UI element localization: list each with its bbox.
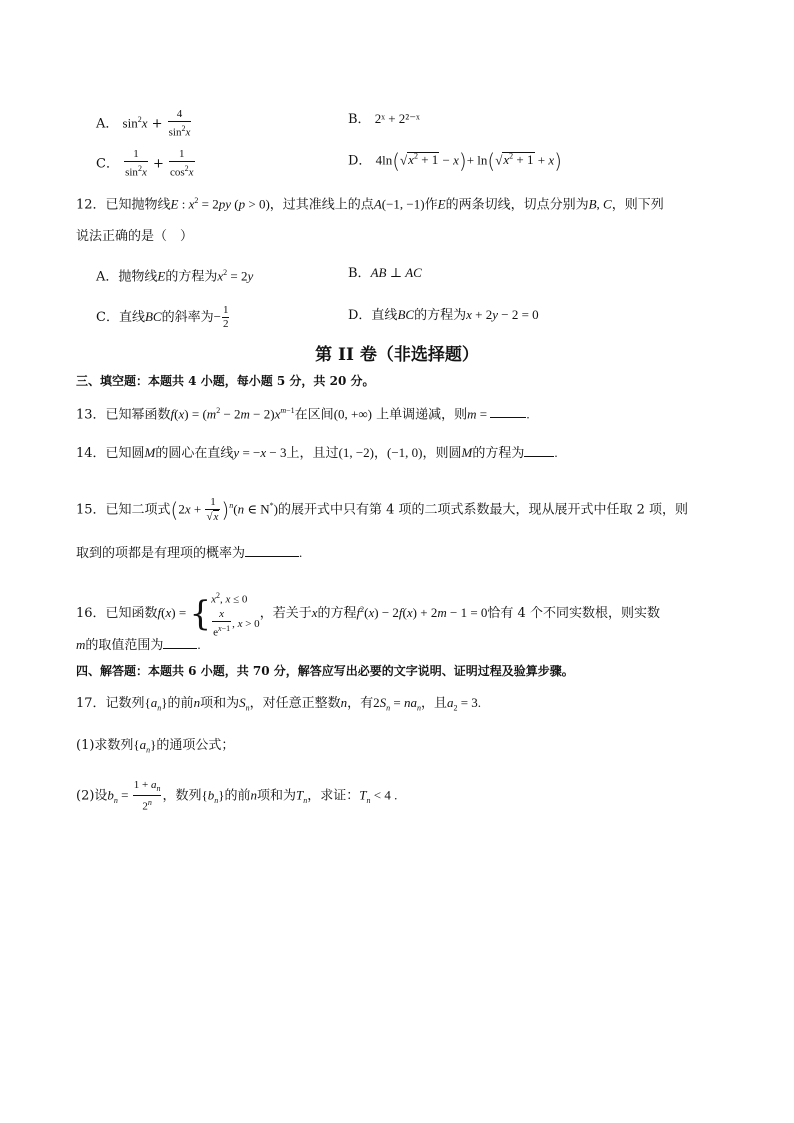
stem-text: 取到的项都是有理项的概率为 (76, 546, 246, 561)
stem-text: 13．已知幂函数 (76, 407, 171, 423)
answer-blank[interactable] (524, 444, 554, 457)
part-heading: 四、解答题：本题共 6 小题，共 70 分，解答应写出必要的文字说明、证明过程及验算步骤。 (76, 664, 574, 678)
q13: 13．已知幂函数$f(x) = (m^2 - 2m - 2)x^{m-1}$在区间(0, +∞) 上单调递减，则m = . (76, 406, 530, 423)
section-title: 第 II 卷（非选择题） (315, 345, 479, 365)
q17-part2: (2)设$b_n$ = $\frac{1 + a_n}{2^n}$ ，数列$\{b_n\}$的前n项和为$T_n$，求证：$T_n < 4$ . (76, 779, 398, 813)
piecewise-cases: $x^2$, x ≤ 0 $\frac{x}{e^{x-1}}$ , x > 0 (211, 591, 260, 639)
stem-text: ，则圆 (422, 446, 462, 461)
stem-text: ，且 (420, 696, 447, 711)
stem-text: ，数列 (162, 788, 202, 804)
q11-option-d: D． $4\ln(√x^2 + 1 - x)+ \ln(√x^2 + 1 + x)$ (348, 148, 562, 173)
stem-text: 的圆心在直线 (155, 446, 234, 461)
stem-text: 的两条切线，切点分别为 (445, 197, 589, 213)
option-label: D． (348, 153, 372, 169)
stem-text: ，过其准线上的点 (269, 197, 374, 213)
stem-text: ，求证： (307, 788, 360, 804)
option-expression: 2ˣ + 2²⁻ˣ (374, 111, 420, 126)
stem-text: 作 (424, 197, 438, 213)
option-text: C．直线 (96, 310, 145, 325)
stem-text: 的方程为 (472, 446, 525, 461)
q12-stem-line2: 说法正确的是（ ） (76, 229, 194, 244)
q12-option-a: A．抛物线E的方程为$x^2 = 2y$ (96, 268, 254, 285)
q12-option-b: B．AB ⊥ AC (348, 265, 422, 281)
stem-text: (2)设 (76, 788, 108, 804)
stem-text: 14．已知圆 (76, 446, 145, 461)
stem-text: 的方程 (317, 606, 357, 622)
stem-text: 的取值范围为 (85, 638, 164, 653)
option-label: B． (348, 266, 371, 281)
q14: 14．已知圆M的圆心在直线y = −x − 3上，且过(1, −2)，(−1, 0)，则圆M的方程为 . (76, 445, 558, 461)
q16: 16．已知函数f(x) = { $x^2$, x ≤ 0 $\frac{x}{e^{x-1}}$ , x > 0 ，若关于x的方程$f^2(x) - 2f(x) + 2m - 1 = 0$恰有 4 个不同实数根，则实数 (76, 588, 660, 639)
fraction: $\frac{1}{\cos^2x}$ (170, 148, 194, 179)
fraction: $\frac{4}{\sin^2x}$ (168, 108, 191, 139)
stem-text: ， (374, 446, 388, 461)
option-text: 的斜率为 (161, 310, 214, 325)
stem-text: 恰有 4 个不同实数根，则实数 (487, 606, 660, 622)
stem-text: ，对任意正整数 (249, 696, 341, 711)
option-text: 的方程为 (165, 269, 218, 285)
q12-stem: 12．已知抛物线E : $x^2 = 2py$ (p > 0)，过其准线上的点A(−1, −1)作E的两条切线，切点分别为B, C，则下列 (76, 196, 664, 213)
q17: 17．记数列$\{a_n\}$的前n项和为$S_n$，对任意正整数n，有$2S_n = na_n$，且$a_2 = 3$. (76, 695, 482, 713)
option-label: B． (348, 112, 371, 127)
q11-option-b (348, 110, 420, 129)
stem-text: 上，且过 (286, 446, 339, 461)
q17-part1: (1)求数列$\{a_n\}$的通项公式； (76, 737, 235, 755)
option-label: C． (96, 156, 119, 172)
q12-option-c: C．直线BC的斜率为− $\frac{1}{2}$ (96, 304, 229, 330)
stem-text: (1)求数列 (76, 738, 134, 753)
stem-text: 上单调递减，则 (376, 407, 468, 423)
fraction: $\frac{1}{\sin^2x}$ (125, 148, 147, 179)
q15: 15．已知二项式(2x + $\frac{1}{√x}$ )$^n$(n ∈ N*)的展开式中只有第 4 项的二项式系数最大，现从展开式中任取 2 项，则 (76, 496, 689, 523)
brace: { (189, 593, 212, 634)
stem-text: 在区间 (294, 407, 334, 423)
stem-text: ，有 (347, 696, 374, 711)
stem-text: ，则下列 (611, 197, 664, 213)
stem-text: 16．已知函数 (76, 606, 158, 622)
q15-line2: 取到的项都是有理项的概率为 . (76, 545, 303, 561)
q16-line2: m的取值范围为 . (76, 637, 201, 653)
answer-blank[interactable] (490, 405, 526, 418)
option-text: 的方程为 (414, 308, 467, 323)
stem-text: 的展开式中只有第 4 项的二项式系数最大，现从展开式中任取 2 项，则 (277, 502, 689, 518)
stem-text: 的通项公式； (156, 738, 235, 753)
stem-text: 17．记数列 (76, 696, 145, 711)
fraction: $\frac{1}{√x}$ (206, 496, 219, 523)
answer-blank[interactable] (163, 636, 197, 649)
stem-text: 的前 (224, 788, 251, 804)
fraction: $\frac{1}{2}$ (222, 304, 229, 330)
stem-text: 项和为 (200, 696, 240, 711)
answer-blank[interactable] (245, 544, 299, 557)
stem-text: ，若关于 (259, 606, 312, 622)
q11-option-c: C． $\frac{1}{\sin^2x}$ + $\frac{1}{\cos^2x}$ (96, 148, 194, 179)
q12-option-d: D．直线BC的方程为x + 2y − 2 = 0 (348, 307, 539, 323)
stem-text: 的前 (167, 696, 194, 711)
stem-text: 15．已知二项式 (76, 502, 171, 518)
option-text: D．直线 (348, 308, 398, 323)
q11-option-a: A． $\sin^2x$ + $\frac{4}{\sin^2x}$ (96, 108, 191, 139)
option-text: A．抛物线 (96, 269, 158, 285)
fraction: $\frac{1 + a_n}{2^n}$ (133, 779, 161, 813)
stem-text: 12．已知抛物线 (76, 197, 171, 213)
part-heading: 三、填空题：本题共 4 小题，每小题 5 分，共 20 分。 (76, 374, 375, 388)
stem-text: 项和为 (257, 788, 297, 804)
option-label: A． (96, 116, 119, 132)
